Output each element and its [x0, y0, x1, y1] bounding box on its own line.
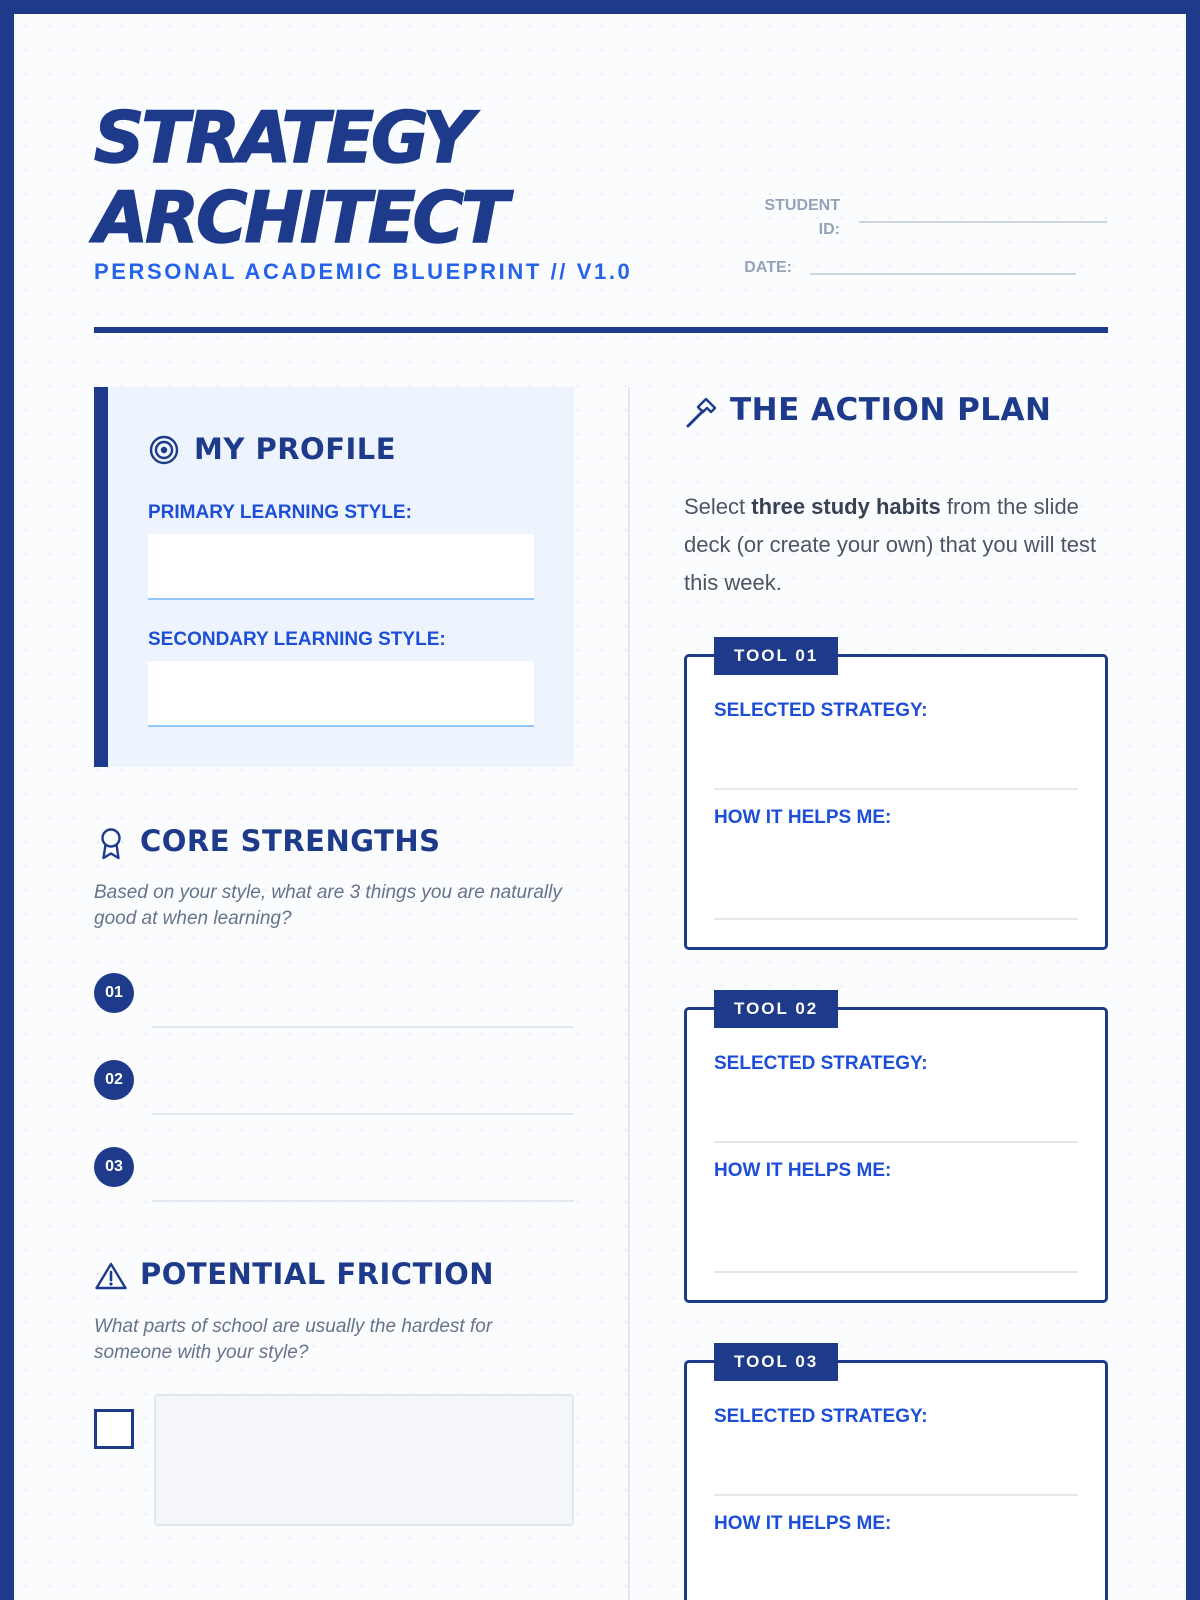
intro-text-part: from the slide deck (or create your own) that you will test this week.	[684, 494, 1097, 595]
action-plan-title: THE ACTION PLAN	[730, 392, 1052, 428]
tool-tab-2: TOOL 02	[714, 990, 838, 1028]
friction-title: POTENTIAL FRICTION	[140, 1257, 495, 1291]
intro-text-part: Select	[684, 494, 752, 519]
tool-2-helps-label: HOW IT HELPS ME:	[714, 1160, 892, 1181]
tool-3-helps-label: HOW IT HELPS ME:	[714, 1513, 892, 1534]
strength-number-2: 02	[94, 1060, 134, 1100]
secondary-style-input[interactable]	[148, 661, 534, 727]
student-id-field[interactable]	[859, 221, 1107, 223]
tool-1-helps-input[interactable]	[714, 918, 1078, 920]
column-divider	[628, 387, 630, 1600]
award-icon	[98, 827, 124, 861]
tool-2-strategy-label: SELECTED STRATEGY:	[714, 1053, 928, 1074]
friction-prompt: What parts of school are usually the hardest for someone with your style?	[94, 1316, 493, 1363]
page-title	[94, 98, 654, 258]
secondary-style-label: SECONDARY LEARNING STYLE:	[148, 629, 446, 650]
primary-style-label: PRIMARY LEARNING STYLE:	[148, 502, 412, 523]
friction-textarea[interactable]	[154, 1394, 574, 1526]
strength-number-1: 01	[94, 973, 134, 1013]
title-line-2: ARCHITECT	[94, 177, 506, 259]
tool-1-strategy-label: SELECTED STRATEGY:	[714, 700, 928, 721]
page-subtitle: PERSONAL ACADEMIC BLUEPRINT // V1.0	[94, 259, 633, 284]
intro-bold-text: three study habits	[751, 494, 941, 519]
tool-card-1	[684, 654, 1108, 950]
strength-number-3: 03	[94, 1147, 134, 1187]
title-line-1: STRATEGY	[94, 97, 471, 179]
date-field[interactable]	[810, 273, 1076, 275]
strength-input-2[interactable]	[152, 1113, 574, 1115]
strengths-prompt: Based on your style, what are 3 things you are naturally good at when learning?	[94, 882, 562, 929]
tool-3-strategy-label: SELECTED STRATEGY:	[714, 1406, 928, 1427]
action-plan-intro	[684, 488, 1104, 602]
tool-tab-1: TOOL 01	[714, 637, 838, 675]
student-id-label-line1: STUDENT	[764, 197, 840, 214]
strength-input-3[interactable]	[152, 1200, 574, 1202]
student-id-label-line2: ID:	[818, 221, 840, 238]
strength-input-1[interactable]	[152, 1026, 574, 1028]
tool-2-helps-input[interactable]	[714, 1271, 1078, 1273]
tool-card-3	[684, 1360, 1108, 1600]
friction-checkbox[interactable]	[94, 1409, 134, 1449]
strengths-title: CORE STRENGTHS	[140, 824, 441, 858]
hammer-icon	[684, 396, 718, 430]
warning-icon	[94, 1261, 128, 1291]
tool-card-2	[684, 1007, 1108, 1303]
date-label: DATE:	[744, 259, 792, 276]
tool-1-helps-label: HOW IT HELPS ME:	[714, 807, 892, 828]
target-icon	[148, 434, 180, 466]
tool-3-strategy-input[interactable]	[714, 1494, 1078, 1496]
student-id-label	[734, 194, 840, 242]
worksheet-page	[14, 14, 1186, 1600]
header-divider	[94, 327, 1108, 333]
tool-2-strategy-input[interactable]	[714, 1141, 1078, 1143]
tool-tab-3: TOOL 03	[714, 1343, 838, 1381]
profile-title: MY PROFILE	[194, 432, 397, 466]
tool-1-strategy-input[interactable]	[714, 788, 1078, 790]
primary-style-input[interactable]	[148, 534, 534, 600]
